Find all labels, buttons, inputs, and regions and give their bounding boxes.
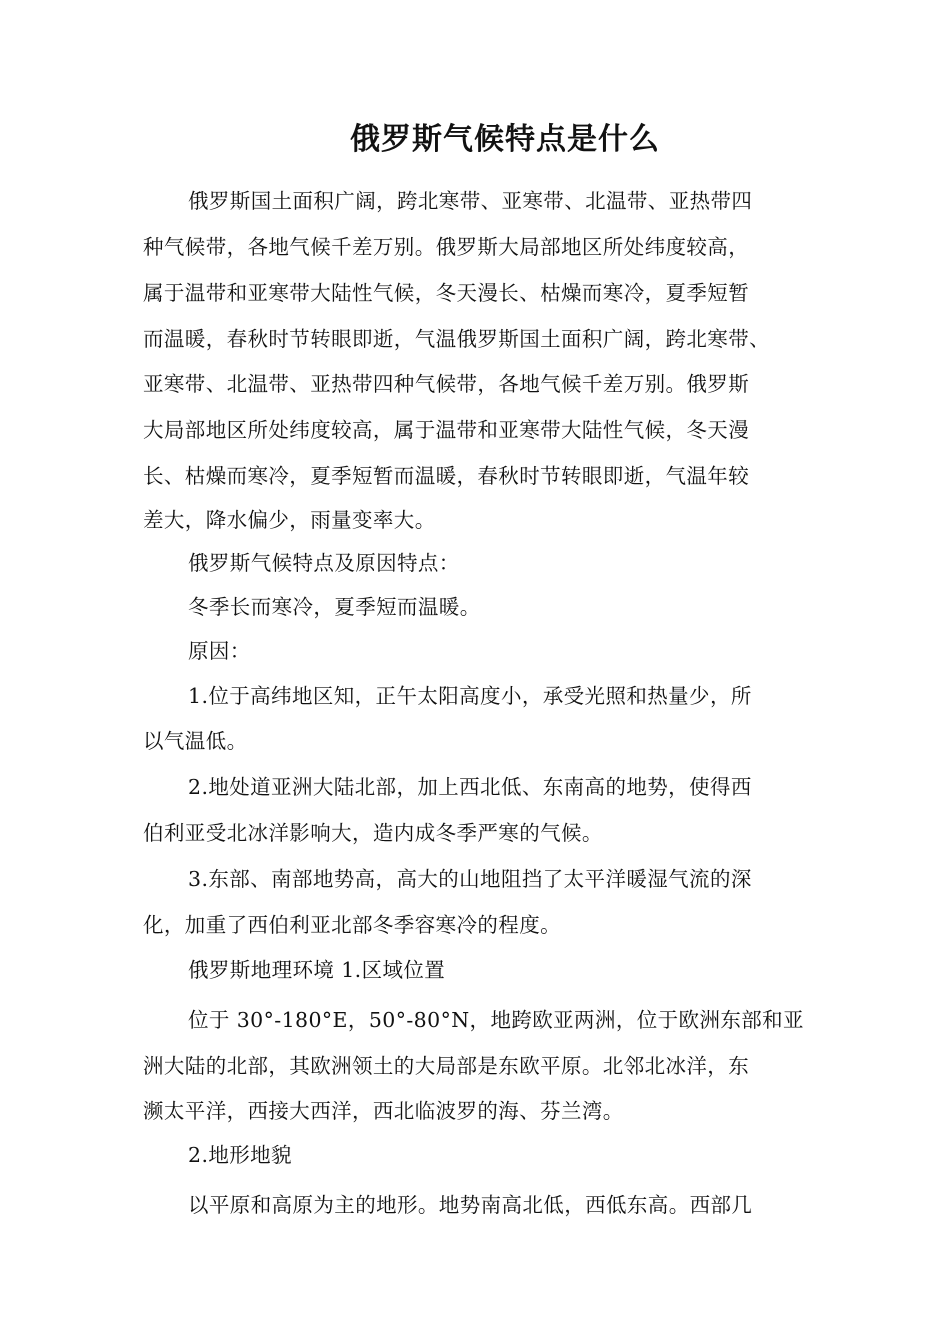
body-line: 长、枯燥而寒冷，夏季短暂而温暖，春秋时节转眼即逝，气温年较: [143, 464, 750, 488]
body-line: 洲大陆的北部，其欧洲领土的大局部是东欧平原。北邻北冰洋，东: [143, 1054, 750, 1078]
list-item-line: 化，加重了西伯利亚北部冬季容寒冷的程度。: [143, 913, 561, 937]
list-item-line: 以气温低。: [143, 729, 248, 753]
section-heading: 俄罗斯气候特点及原因特点：: [188, 551, 460, 575]
list-item-line: 3.东部、南部地势高，高大的山地阻挡了太平洋暖湿气流的深: [188, 867, 752, 891]
body-line: 差大，降水偏少，雨量变率大。: [143, 508, 436, 532]
body-line: 俄罗斯国土面积广阔，跨北寒带、亚寒带、北温带、亚热带四: [188, 189, 753, 213]
list-item-line: 2.地处道亚洲大陆北部，加上西北低、东南高的地势，使得西: [188, 775, 752, 799]
body-line: 而温暖，春秋时节转眼即逝，气温俄罗斯国土面积广阔，跨北寒带、: [143, 327, 770, 351]
document-title: 俄罗斯气候特点是什么: [350, 122, 660, 157]
body-line: 濒太平洋，西接大西洋，西北临波罗的海、芬兰湾。: [143, 1099, 624, 1123]
body-line: 冬季长而寒冷，夏季短而温暖。: [188, 595, 481, 619]
list-item-line: 伯利亚受北冰洋影响大，造内成冬季严寒的气候。: [143, 821, 603, 845]
section-heading: 俄罗斯地理环境 1.区域位置: [188, 958, 446, 982]
body-line: 原因：: [188, 639, 251, 663]
body-line: 大局部地区所处纬度较高，属于温带和亚寒带大陆性气候，冬天漫: [143, 418, 750, 442]
body-line: 种气候带，各地气候千差万别。俄罗斯大局部地区所处纬度较高，: [143, 235, 750, 259]
body-line: 以平原和高原为主的地形。地势南高北低，西低东高。西部几: [188, 1193, 753, 1217]
body-line: 属于温带和亚寒带大陆性气候，冬天漫长、枯燥而寒冷，夏季短暂: [143, 281, 750, 305]
body-line: 位于 30°-180°E，50°-80°N，地跨欧亚两洲，位于欧洲东部和亚: [188, 1008, 804, 1032]
list-item-line: 1.位于高纬地区知，正午太阳高度小，承受光照和热量少，所: [188, 684, 752, 708]
section-heading: 2.地形地貌: [188, 1143, 292, 1167]
body-line: 亚寒带、北温带、亚热带四种气候带，各地气候千差万别。俄罗斯: [143, 372, 750, 396]
